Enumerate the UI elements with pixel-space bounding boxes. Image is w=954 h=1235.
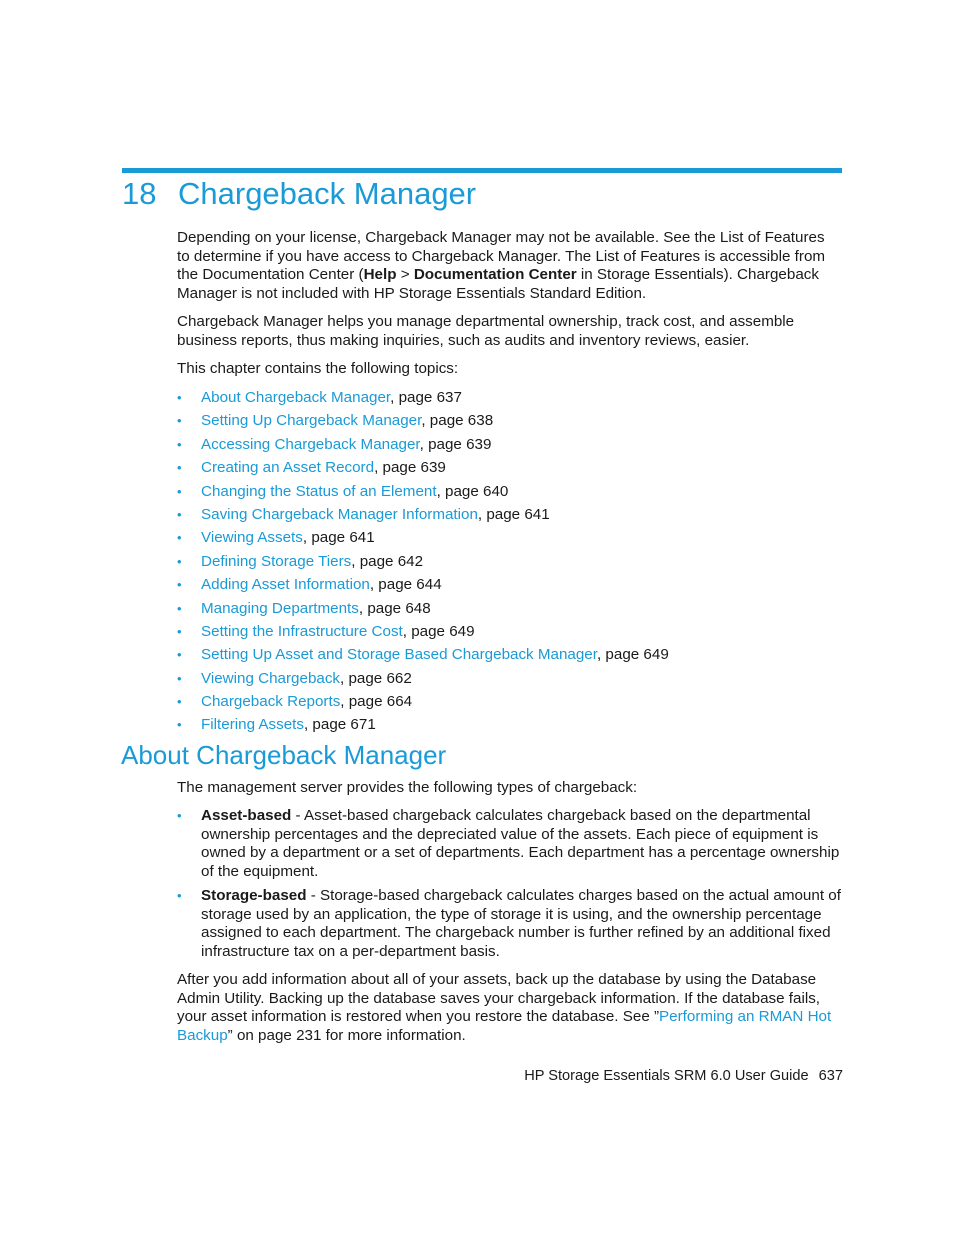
topic-link[interactable]: Filtering Assets: [201, 716, 304, 734]
topic-page-ref: , page 640: [436, 482, 509, 500]
bullet-icon: •: [177, 808, 182, 823]
bullet-icon: •: [177, 600, 182, 616]
topic-item: [177, 620, 669, 643]
topic-item: [177, 386, 669, 409]
chargeback-types-intro: The management server provides the following types of chargeback:: [177, 779, 638, 796]
closing-text-part2: ” on page 231 for more information.: [227, 1026, 466, 1044]
topic-item: [177, 550, 669, 573]
bullet-icon: •: [177, 436, 182, 452]
chargeback-type-term: Storage-based: [201, 887, 307, 904]
bullet-icon: •: [177, 577, 182, 593]
topic-page-ref: , page 641: [477, 505, 550, 523]
chargeback-type-text: [201, 807, 841, 881]
topic-link[interactable]: Defining Storage Tiers: [201, 552, 352, 570]
bullet-icon: •: [177, 647, 182, 663]
topic-link[interactable]: Creating an Asset Record: [201, 459, 375, 477]
topic-page-ref: , page 662: [340, 669, 412, 687]
topic-page-ref: , page 639: [374, 459, 446, 477]
topic-item: [177, 573, 669, 596]
topic-item: [177, 409, 669, 432]
topic-page-ref: , page 637: [390, 389, 462, 406]
topic-item: [177, 667, 669, 690]
chargeback-type-storage: [177, 887, 841, 961]
page-number: 637: [818, 1068, 843, 1084]
topic-page-ref: , page 648: [358, 599, 431, 617]
chapter-number: 18: [122, 176, 157, 211]
rman-backup-link[interactable]: Performing an RMAN Hot Backup: [177, 1008, 832, 1044]
chargeback-type-desc: - Storage-based chargeback calculates charges based on the actual amount of storage used by an application, the type of storage it is using, and the ownership percentage assigned to each department. The chargeback number is further refined by an additional fixed infrastructure tax on a per-department basis.: [201, 887, 841, 960]
topic-link[interactable]: Saving Chargeback Manager Information: [201, 505, 478, 523]
help-menu-label: Help: [363, 266, 397, 284]
bullet-icon: •: [177, 888, 182, 903]
intro-paragraph-purpose: Chargeback Manager helps you manage departmental ownership, track cost, and assemble business reports, thus making inquiries, such as audits and inventory reviews, easier.: [177, 313, 795, 349]
intro-text-part2: in Storage Essentials). Chargeback Manager is not included with HP Storage Essentials Standard Edition.: [177, 266, 819, 302]
topic-item: [177, 690, 669, 713]
topic-link[interactable]: Changing the Status of an Element: [201, 482, 437, 500]
topic-list: [177, 386, 669, 737]
bullet-icon: •: [177, 717, 182, 733]
bullet-icon: •: [177, 553, 182, 569]
topic-link[interactable]: Managing Departments: [201, 599, 359, 617]
topic-link[interactable]: Setting Up Chargeback Manager: [201, 412, 422, 430]
topic-page-ref: , page 671: [303, 716, 376, 734]
topic-item: [177, 503, 669, 526]
topic-item: [177, 456, 669, 479]
bullet-icon: •: [177, 670, 182, 686]
topic-link[interactable]: Viewing Assets: [201, 529, 303, 547]
topics-intro: This chapter contains the following topics:: [177, 360, 459, 377]
topic-page-ref: , page 639: [419, 435, 492, 453]
topic-page-ref: , page 642: [351, 552, 424, 570]
topic-item: [177, 526, 669, 549]
closing-text-part1: After you add information about all of your assets, back up the database by using the Database Admin Utility. Backing up the database saves your chargeback information. If the database fails, your asset information is restored when you restore the database. See ”: [177, 971, 821, 1026]
topic-link[interactable]: Setting Up Asset and Storage Based Chargeback Manager: [201, 646, 597, 664]
bullet-icon: •: [177, 460, 182, 476]
topic-link[interactable]: Chargeback Reports: [201, 693, 341, 711]
topic-item: [177, 433, 669, 456]
topic-page-ref: , page 649: [402, 622, 475, 640]
topic-page-ref: , page 641: [302, 529, 375, 547]
topic-link[interactable]: Accessing Chargeback Manager: [201, 435, 420, 453]
topic-page-ref: , page 664: [340, 693, 413, 711]
topic-link[interactable]: Adding Asset Information: [201, 576, 370, 594]
chargeback-type-text: [201, 887, 841, 961]
chapter-heading: [122, 174, 476, 214]
page-footer: [500, 1066, 843, 1086]
bullet-icon: •: [177, 390, 182, 405]
topic-item: [177, 597, 669, 620]
topic-page-ref: , page 649: [596, 646, 669, 664]
bullet-icon: •: [177, 694, 182, 710]
guide-title: HP Storage Essentials SRM 6.0 User Guide: [524, 1068, 809, 1084]
chapter-rule: [122, 168, 842, 173]
menu-separator: >: [396, 266, 414, 284]
intro-text-part1: Depending on your license, Chargeback Manager may not be available. See the List of Features to determine if you have access to Chargeback Manager. The List of Features is accessible from the Documentation Center (: [177, 229, 826, 284]
chargeback-type-desc: - Asset-based chargeback calculates chargeback based on the departmental ownership percentages and the depreciated value of the assets. Each piece of equipment is owned by a department or a set of departments. Each department has a percentage ownership of the equipment.: [201, 807, 840, 880]
topic-item: [177, 643, 669, 666]
chargeback-type-asset: [177, 807, 841, 881]
topic-link[interactable]: About Chargeback Manager: [201, 389, 391, 406]
bullet-icon: •: [177, 530, 182, 546]
topic-item: [177, 480, 669, 503]
bullet-icon: •: [177, 506, 182, 522]
closing-paragraph: [177, 971, 841, 1045]
bullet-icon: •: [177, 483, 182, 499]
chapter-title: Chargeback Manager: [178, 176, 477, 211]
topic-link[interactable]: Viewing Chargeback: [201, 669, 341, 687]
chargeback-type-term: Asset-based: [201, 807, 292, 824]
intro-paragraph-license: [177, 229, 841, 303]
topic-page-ref: , page 638: [421, 412, 494, 430]
bullet-icon: •: [177, 623, 182, 639]
topic-page-ref: , page 644: [369, 576, 442, 594]
bullet-icon: •: [177, 413, 182, 429]
documentation-center-label: Documentation Center: [413, 266, 577, 284]
topic-link[interactable]: Setting the Infrastructure Cost: [201, 622, 403, 640]
topic-item: [177, 713, 669, 736]
section-heading: About Chargeback Manager: [121, 740, 447, 770]
